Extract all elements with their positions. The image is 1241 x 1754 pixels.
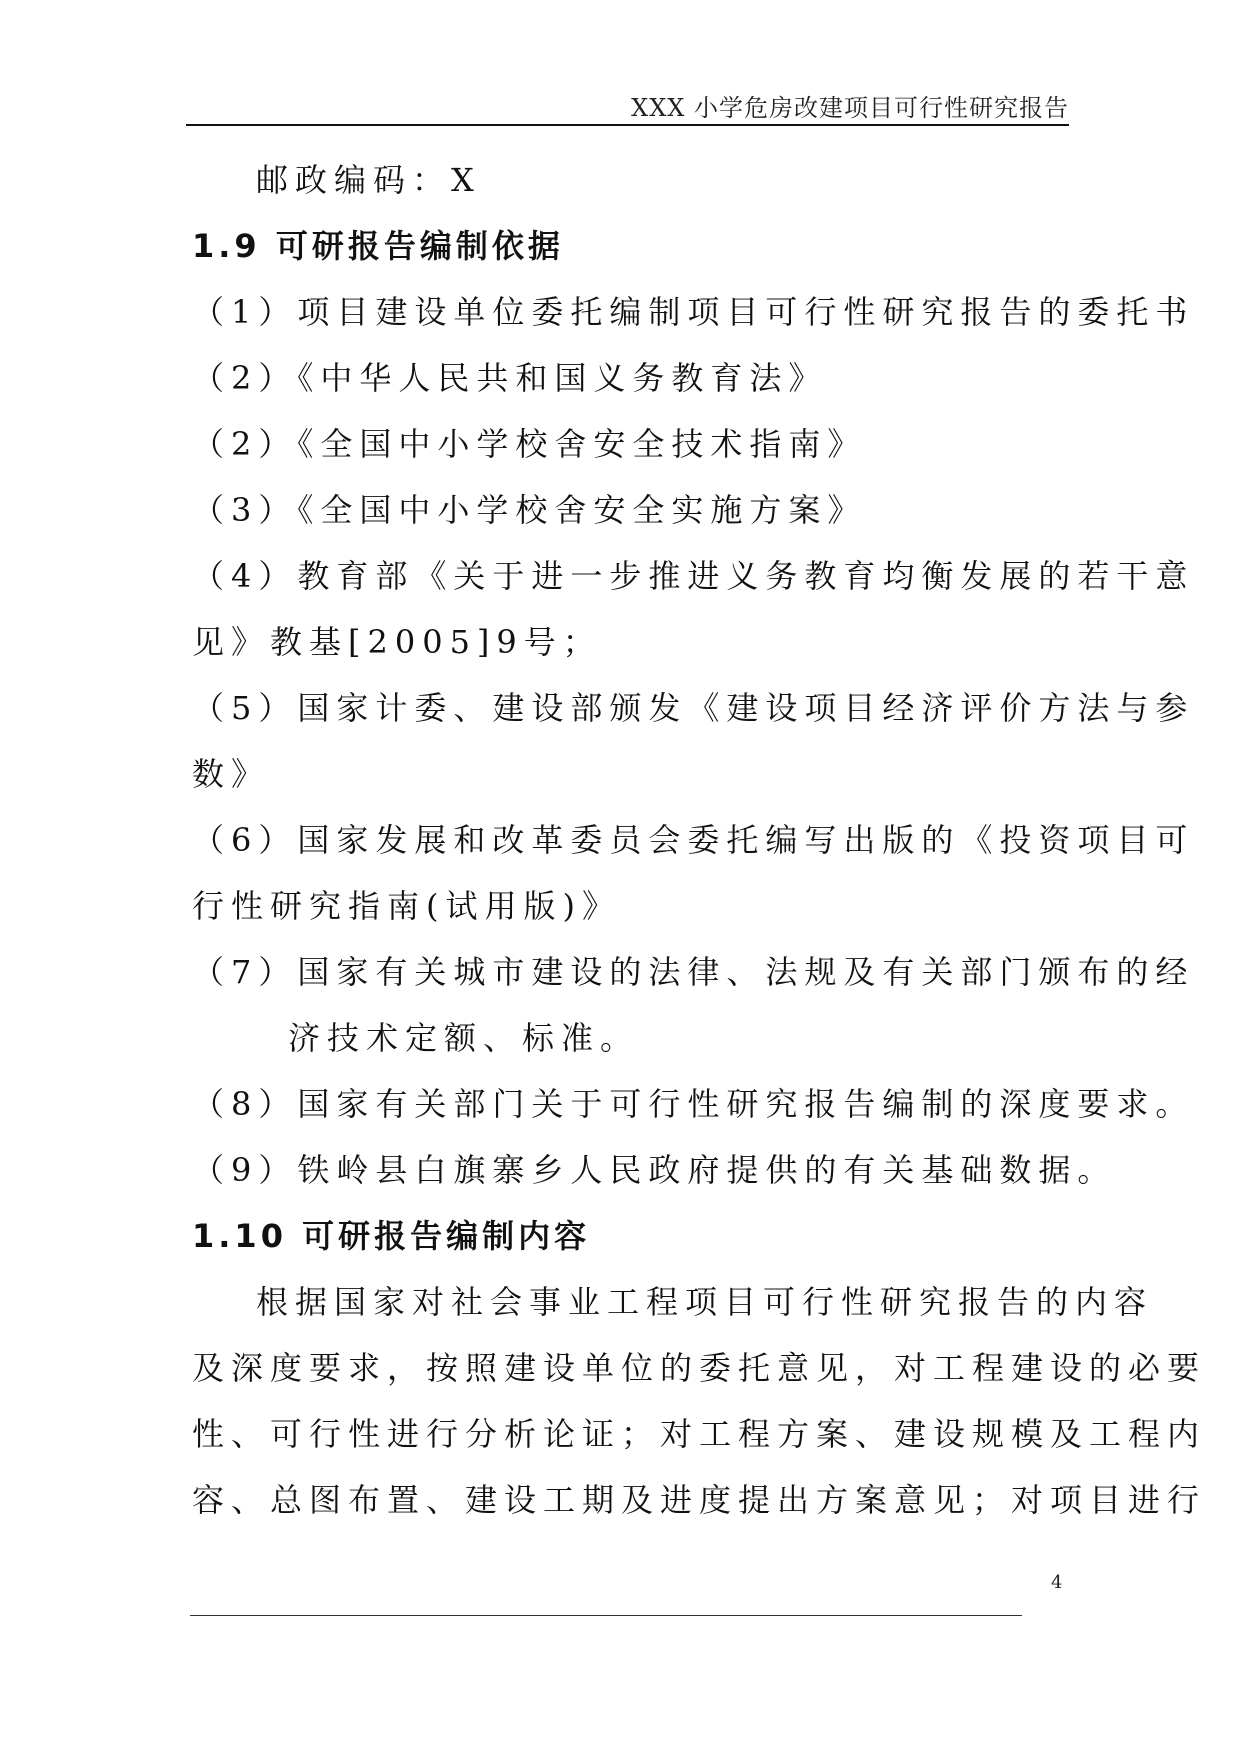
basis-item-7-cont: 济技术定额、标准。	[288, 1019, 640, 1057]
basis-item-4-cont: 见》教基[2005]9号；	[192, 623, 602, 661]
section-heading-1-9: 1.9 可研报告编制依据	[192, 227, 564, 265]
basis-item-8: （8）国家有关部门关于可行性研究报告编制的深度要求。	[192, 1085, 1195, 1123]
header-rule	[186, 124, 1069, 126]
basis-item-3: （3）《全国中小学校舍安全实施方案》	[192, 491, 867, 529]
basis-item-5-cont: 数》	[192, 755, 271, 793]
basis-item-6: （6）国家发展和改革委员会委托编写出版的《投资项目可	[192, 821, 1195, 859]
paragraph-line-2: 及深度要求，按照建设单位的委托意见，对工程建设的必要	[192, 1349, 1207, 1387]
paragraph-line-4: 容、总图布置、建设工期及进度提出方案意见；对项目进行	[192, 1481, 1207, 1519]
page-number: 4	[1051, 1572, 1063, 1593]
footer-rule	[190, 1615, 1022, 1616]
paragraph-line-3: 性、可行性进行分析论证；对工程方案、建设规模及工程内	[192, 1415, 1207, 1453]
basis-item-5: （5）国家计委、建设部颁发《建设项目经济评价方法与参	[192, 689, 1195, 727]
section-heading-1-10: 1.10 可研报告编制内容	[192, 1217, 591, 1255]
basis-item-6-cont: 行性研究指南(试用版)》	[192, 887, 621, 925]
basis-item-4: （4）教育部《关于进一步推进义务教育均衡发展的若干意	[192, 557, 1195, 595]
basis-item-2b: （2）《全国中小学校舍安全技术指南》	[192, 425, 867, 463]
postal-code-line: 邮政编码：X	[256, 161, 481, 199]
page-header-title: XXX 小学危房改建项目可行性研究报告	[631, 94, 1069, 122]
basis-item-7: （7）国家有关城市建设的法律、法规及有关部门颁布的经	[192, 953, 1195, 991]
basis-item-2a: （2）《中华人民共和国义务教育法》	[192, 359, 828, 397]
basis-item-9: （9）铁岭县白旗寨乡人民政府提供的有关基础数据。	[192, 1151, 1117, 1189]
basis-item-1: （1）项目建设单位委托编制项目可行性研究报告的委托书	[192, 293, 1195, 331]
paragraph-line-1: 根据国家对社会事业工程项目可行性研究报告的内容	[256, 1283, 1154, 1321]
